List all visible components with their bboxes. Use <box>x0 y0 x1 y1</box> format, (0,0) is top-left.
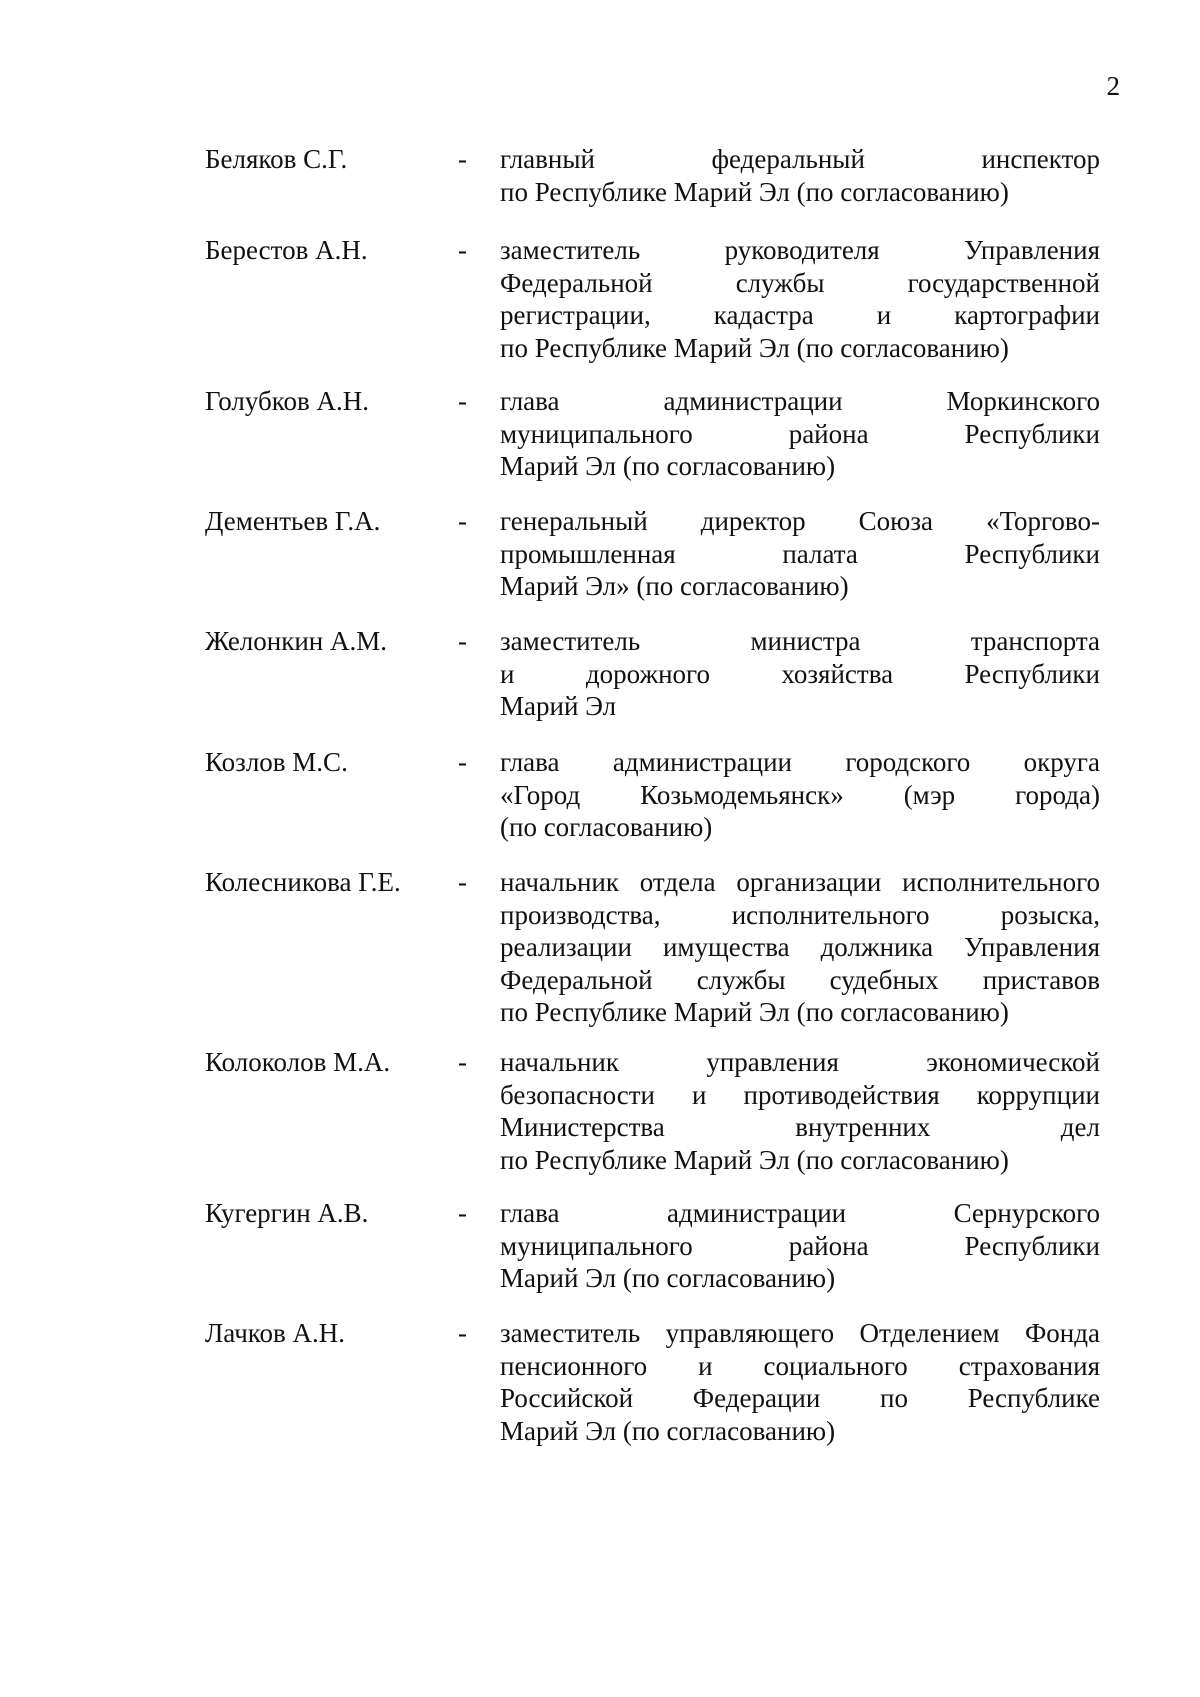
position-word: и <box>698 1350 713 1381</box>
member-name: Колоколов М.А. <box>205 1047 391 1077</box>
position-word: директор <box>700 506 806 536</box>
position-word: муниципального <box>500 418 693 449</box>
separator-dash: - <box>458 1318 467 1348</box>
position-word: Республики <box>964 658 1100 689</box>
member-name: Голубков А.Н. <box>205 386 369 416</box>
separator-dash: - <box>458 144 467 174</box>
position-line <box>500 418 1100 451</box>
position-word: федеральный <box>711 144 865 174</box>
position-line: (по согласованию) <box>500 812 713 842</box>
member-position <box>500 746 1100 844</box>
member-position <box>500 1317 1100 1447</box>
position-line <box>500 267 1100 300</box>
position-word: службы <box>696 964 786 995</box>
position-word: администрации <box>612 747 792 777</box>
position-line: Марий Эл (по согласованию) <box>500 451 836 481</box>
position-line <box>500 779 1100 812</box>
position-word: должника <box>820 932 934 962</box>
position-word: Министерства <box>500 1112 665 1142</box>
position-line <box>500 964 1100 997</box>
position-word: хозяйства <box>781 658 894 689</box>
position-word: организации <box>736 867 882 897</box>
member-position <box>500 385 1100 483</box>
member-name: Дементьев Г.А. <box>205 506 381 536</box>
position-line <box>500 385 1100 418</box>
position-line <box>500 625 1100 658</box>
position-line <box>500 1046 1100 1079</box>
member-position <box>500 234 1100 364</box>
position-word: дорожного <box>585 658 710 689</box>
position-word: пенсионного <box>500 1350 648 1381</box>
position-word: картографии <box>954 300 1100 330</box>
position-word: заместитель <box>500 626 641 656</box>
position-word: Российской <box>500 1383 634 1413</box>
position-word: и <box>500 658 515 689</box>
position-word: отдела <box>639 867 716 897</box>
member-position <box>500 505 1100 603</box>
position-word: города) <box>1015 779 1100 810</box>
position-word: заместитель <box>500 1318 641 1348</box>
position-word: службы <box>735 267 825 298</box>
position-word: дел <box>1060 1112 1100 1142</box>
position-line <box>500 899 1100 932</box>
member-name: Беляков С.Г. <box>205 144 348 174</box>
position-line <box>500 746 1100 779</box>
position-word: администрации <box>663 386 843 416</box>
position-word: округа <box>1023 747 1100 777</box>
position-word: промышленная <box>500 538 676 569</box>
position-word: Управления <box>964 932 1100 962</box>
member-position <box>500 625 1100 723</box>
position-word: района <box>788 418 869 449</box>
position-word: «Торгово- <box>986 506 1100 536</box>
position-word: кадастра <box>713 300 814 330</box>
position-word: «Город <box>500 779 581 810</box>
position-line: Марий Эл» (по согласованию) <box>500 571 849 601</box>
position-word: внутренних <box>795 1112 931 1142</box>
separator-dash: - <box>458 1047 467 1077</box>
position-word: начальник <box>500 1047 619 1077</box>
member-name: Желонкин А.М. <box>205 626 387 656</box>
position-word: генеральный <box>500 506 648 536</box>
position-word: управления <box>706 1047 839 1077</box>
position-word: Козьмодемьянск» <box>640 779 844 810</box>
position-word: судебных <box>829 964 939 995</box>
separator-dash: - <box>458 747 467 777</box>
position-word: Республики <box>964 538 1100 569</box>
position-line: по Республике Марий Эл (по согласованию) <box>500 997 1009 1027</box>
position-word: исполнительного <box>731 899 930 930</box>
position-word: главный <box>500 144 595 174</box>
position-word: Республики <box>964 418 1100 449</box>
position-word: городского <box>845 747 971 777</box>
position-word: глава <box>500 1198 560 1228</box>
position-word: палата <box>782 538 858 569</box>
position-line: по Республике Марий Эл (по согласованию) <box>500 1144 1009 1175</box>
position-word: глава <box>500 747 560 777</box>
position-word: Фонда <box>1024 1318 1100 1348</box>
position-line <box>500 931 1100 964</box>
position-word: инспектор <box>981 144 1100 174</box>
position-line <box>500 234 1100 267</box>
position-line <box>500 538 1100 571</box>
position-line <box>500 1111 1100 1144</box>
position-word: муниципального <box>500 1230 693 1261</box>
position-word: начальник <box>500 867 619 897</box>
member-name: Колесникова Г.Е. <box>205 867 401 897</box>
position-word: Федеральной <box>500 267 653 298</box>
position-line <box>500 1350 1100 1383</box>
position-word: Федерации <box>692 1383 821 1413</box>
separator-dash: - <box>458 386 467 416</box>
position-word: страхования <box>958 1350 1100 1381</box>
position-line <box>500 1079 1100 1112</box>
position-word: Отделением <box>859 1318 1000 1348</box>
position-line <box>500 658 1100 691</box>
position-word: управляющего <box>665 1318 835 1348</box>
position-word: Сернурского <box>953 1198 1100 1228</box>
position-word: производства, <box>500 899 661 930</box>
position-line <box>500 1230 1100 1263</box>
position-word: коррупции <box>976 1079 1100 1110</box>
position-word: экономической <box>926 1047 1100 1077</box>
position-word: администрации <box>667 1198 847 1228</box>
position-word: транспорта <box>970 626 1100 656</box>
position-line <box>500 143 1100 176</box>
position-word: Управления <box>964 235 1100 265</box>
member-name: Кугергин А.В. <box>205 1198 369 1228</box>
position-word: заместитель <box>500 235 641 265</box>
member-position <box>500 143 1100 208</box>
member-position <box>500 1197 1100 1295</box>
position-line <box>500 1317 1100 1350</box>
position-line: Марий Эл (по согласованию) <box>500 1415 836 1446</box>
page-number: 2 <box>1106 71 1120 101</box>
position-line: по Республике Марий Эл (по согласованию) <box>500 176 1009 207</box>
position-line <box>500 1197 1100 1230</box>
position-word: района <box>788 1230 869 1261</box>
position-word: приставов <box>982 964 1100 995</box>
position-word: государственной <box>907 267 1100 298</box>
member-position <box>500 866 1100 1029</box>
position-line: Марий Эл (по согласованию) <box>500 1263 836 1293</box>
position-word: Республике <box>967 1383 1100 1413</box>
position-word: противодействия <box>743 1079 940 1110</box>
separator-dash: - <box>458 1198 467 1228</box>
position-word: и <box>876 300 892 330</box>
position-line <box>500 1382 1100 1415</box>
position-word: и <box>692 1079 707 1110</box>
position-word: Федеральной <box>500 964 653 995</box>
position-word: по <box>880 1383 908 1413</box>
member-name: Лачков А.Н. <box>205 1318 346 1348</box>
position-word: безопасности <box>500 1079 655 1110</box>
separator-dash: - <box>458 867 467 897</box>
position-word: глава <box>500 386 560 416</box>
position-line: Марий Эл <box>500 691 617 721</box>
position-word: (мэр <box>903 779 956 810</box>
position-line: по Республике Марий Эл (по согласованию) <box>500 332 1009 363</box>
position-word: имущества <box>662 932 790 962</box>
position-line <box>500 299 1100 332</box>
position-word: Республики <box>964 1230 1100 1261</box>
separator-dash: - <box>458 626 467 656</box>
member-name: Козлов М.С. <box>205 747 348 777</box>
position-word: министра <box>750 626 861 656</box>
position-word: исполнительного <box>902 867 1100 897</box>
position-word: Моркинского <box>946 386 1100 416</box>
position-word: регистрации, <box>500 300 651 330</box>
member-position <box>500 1046 1100 1176</box>
member-name: Берестов А.Н. <box>205 235 368 265</box>
position-word: руководителя <box>724 235 880 265</box>
separator-dash: - <box>458 235 467 265</box>
position-word: Союза <box>858 506 934 536</box>
position-line <box>500 866 1100 899</box>
position-word: розыска, <box>1000 899 1100 930</box>
position-word: реализации <box>500 932 632 962</box>
position-word: социального <box>763 1350 908 1381</box>
separator-dash: - <box>458 506 467 536</box>
position-line <box>500 505 1100 538</box>
